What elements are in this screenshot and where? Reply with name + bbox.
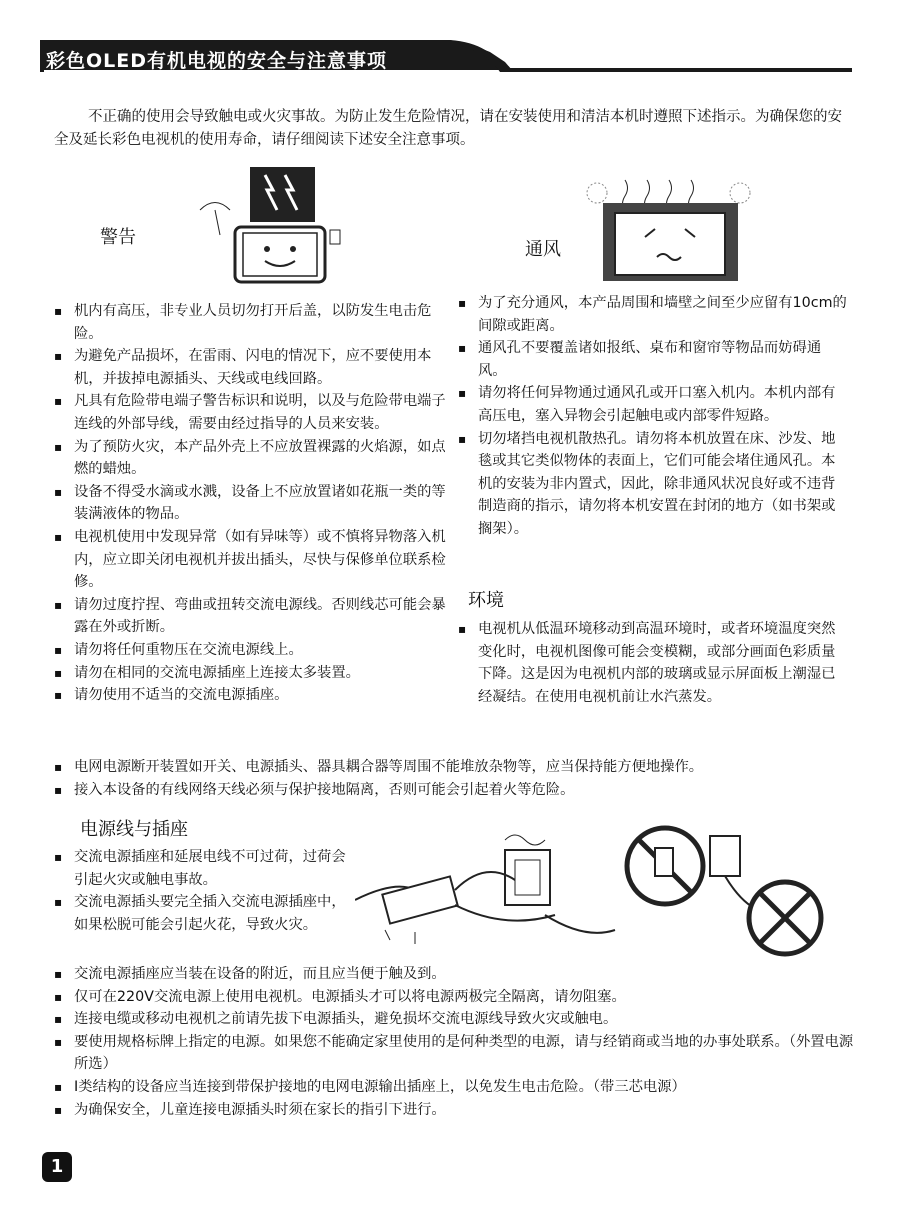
list-item: ▪ 交流电源插座应当装在设备的附近，而且应当便于触及到。 (54, 963, 854, 986)
list-item: ▪ 为确保安全，儿童连接电源插头时须在家长的指引下进行。 (54, 1099, 854, 1122)
list-item: ▪ 电网电源断开装置如开关、电源插头、器具耦合器等周围不能堆放杂物等，应当保持能方便地操作。 (54, 756, 854, 779)
list-item: ▪ 要使用规格标牌上指定的电源。如果您不能确定家里使用的是何种类型的电源，请与经销商或当地的办事处联系。（外置电源所选） (54, 1031, 854, 1076)
page-title: 彩色OLED有机电视的安全与注意事项 (46, 50, 388, 72)
list-item: ▪ 电视机使用中发现异常（如有异味等）或不慎将异物落入机内，应立即关闭电视机并拔出插头，尽快与保修单位联系检修。 (54, 526, 452, 594)
ventilation-heading: 通风 (525, 239, 561, 260)
list-item: ▪ 接入本设备的有线网络天线必须与保护接地隔离，否则可能会引起着火等危险。 (54, 779, 854, 802)
list-item: ▪ 连接电缆或移动电视机之前请先拔下电源插头，避免损坏交流电源线导致火灾或触电。 (54, 1008, 854, 1031)
power-strip-illustration (355, 820, 620, 950)
warning-list (54, 300, 452, 707)
ventilation-list (458, 292, 848, 541)
list-item: ▪ 为了充分通风，本产品周围和墙壁之间至少应留有10cm的间隙或距离。 (458, 292, 848, 337)
ventilation-tv-illustration (585, 175, 755, 285)
warning-heading: 警告 (100, 227, 136, 248)
environment-list (458, 618, 848, 708)
list-item: ▪ 交流电源插头要完全插入交流电源插座中，如果松脱可能会引起火花，导致火灾。 (54, 891, 354, 936)
list-item: ▪ 凡具有危险带电端子警告标识和说明，以及与危险带电端子连线的外部导线，需要由经过指导的人员来安装。 (54, 390, 452, 435)
environment-heading: 环境 (468, 590, 504, 611)
warning-tv-illustration (195, 165, 345, 285)
page-number: 1 (42, 1152, 72, 1182)
list-item: ▪ 电视机从低温环境移动到高温环境时，或者环境温度突然变化时，电视机图像可能会变模糊，或部分画面色彩质量下降。这是因为电视机内部的玻璃或显示屏面板上潮湿已经凝结。在使用电视机前让水汽蒸发。 (458, 618, 848, 708)
power-narrow-list (54, 846, 354, 936)
list-item: ▪ Ⅰ类结构的设备应当连接到带保护接地的电网电源输出插座上，以免发生电击危险。（带三芯电源） (54, 1076, 854, 1099)
list-item: ▪ 交流电源插座和延展电线不可过荷，过荷会引起火灾或触电事故。 (54, 846, 354, 891)
plug-prohibited-illustration (620, 818, 830, 958)
list-item: ▪ 为避免产品损坏，在雷雨、闪电的情况下，应不要使用本机，并拔掉电源插头、天线或电线回路。 (54, 345, 452, 390)
list-item: ▪ 仅可在220V交流电源上使用电视机。电源插头才可以将电源两极完全隔离，请勿阻塞。 (54, 986, 854, 1009)
list-item: ▪ 请勿在相同的交流电源插座上连接太多装置。 (54, 662, 452, 685)
list-item: ▪ 请勿使用不适当的交流电源插座。 (54, 684, 452, 707)
intro-paragraph: 不正确的使用会导致触电或火灾事故。为防止发生危险情况，请在安装使用和清洁本机时遵照下述指示。为确保您的安全及延长彩色电视机的使用寿命，请仔细阅读下述安全注意事项。 (54, 109, 842, 148)
list-item: ▪ 设备不得受水滴或水溅，设备上不应放置诸如花瓶一类的等装满液体的物品。 (54, 481, 452, 526)
list-item: ▪ 通风孔不要覆盖诸如报纸、桌布和窗帘等物品而妨碍通风。 (458, 337, 848, 382)
list-item: ▪ 请勿过度拧捏、弯曲或扭转交流电源线。否则线芯可能会暴露在外或折断。 (54, 594, 452, 639)
list-item: ▪ 切勿堵挡电视机散热孔。请勿将本机放置在床、沙发、地毯或其它类似物体的表面上，它们可能会堵住通风孔。本机的安装为非内置式，因此，除非通风状况良好或不违背制造商的指示，请勿将本机安置在封闭的地方（如书架或搁架）。 (458, 428, 848, 541)
list-item: ▪ 机内有高压，非专业人员切勿打开后盖，以防发生电击危险。 (54, 300, 452, 345)
power-heading: 电源线与插座 (80, 819, 188, 840)
warning-wide-list (54, 756, 854, 801)
list-item: ▪ 请勿将任何异物通过通风孔或开口塞入机内。本机内部有高压电，塞入异物会引起触电或内部零件短路。 (458, 382, 848, 427)
list-item: ▪ 为了预防火灾，本产品外壳上不应放置裸露的火焰源，如点燃的蜡烛。 (54, 436, 452, 481)
power-wide-list (54, 963, 854, 1121)
header-banner (0, 0, 898, 80)
list-item: ▪ 请勿将任何重物压在交流电源线上。 (54, 639, 452, 662)
